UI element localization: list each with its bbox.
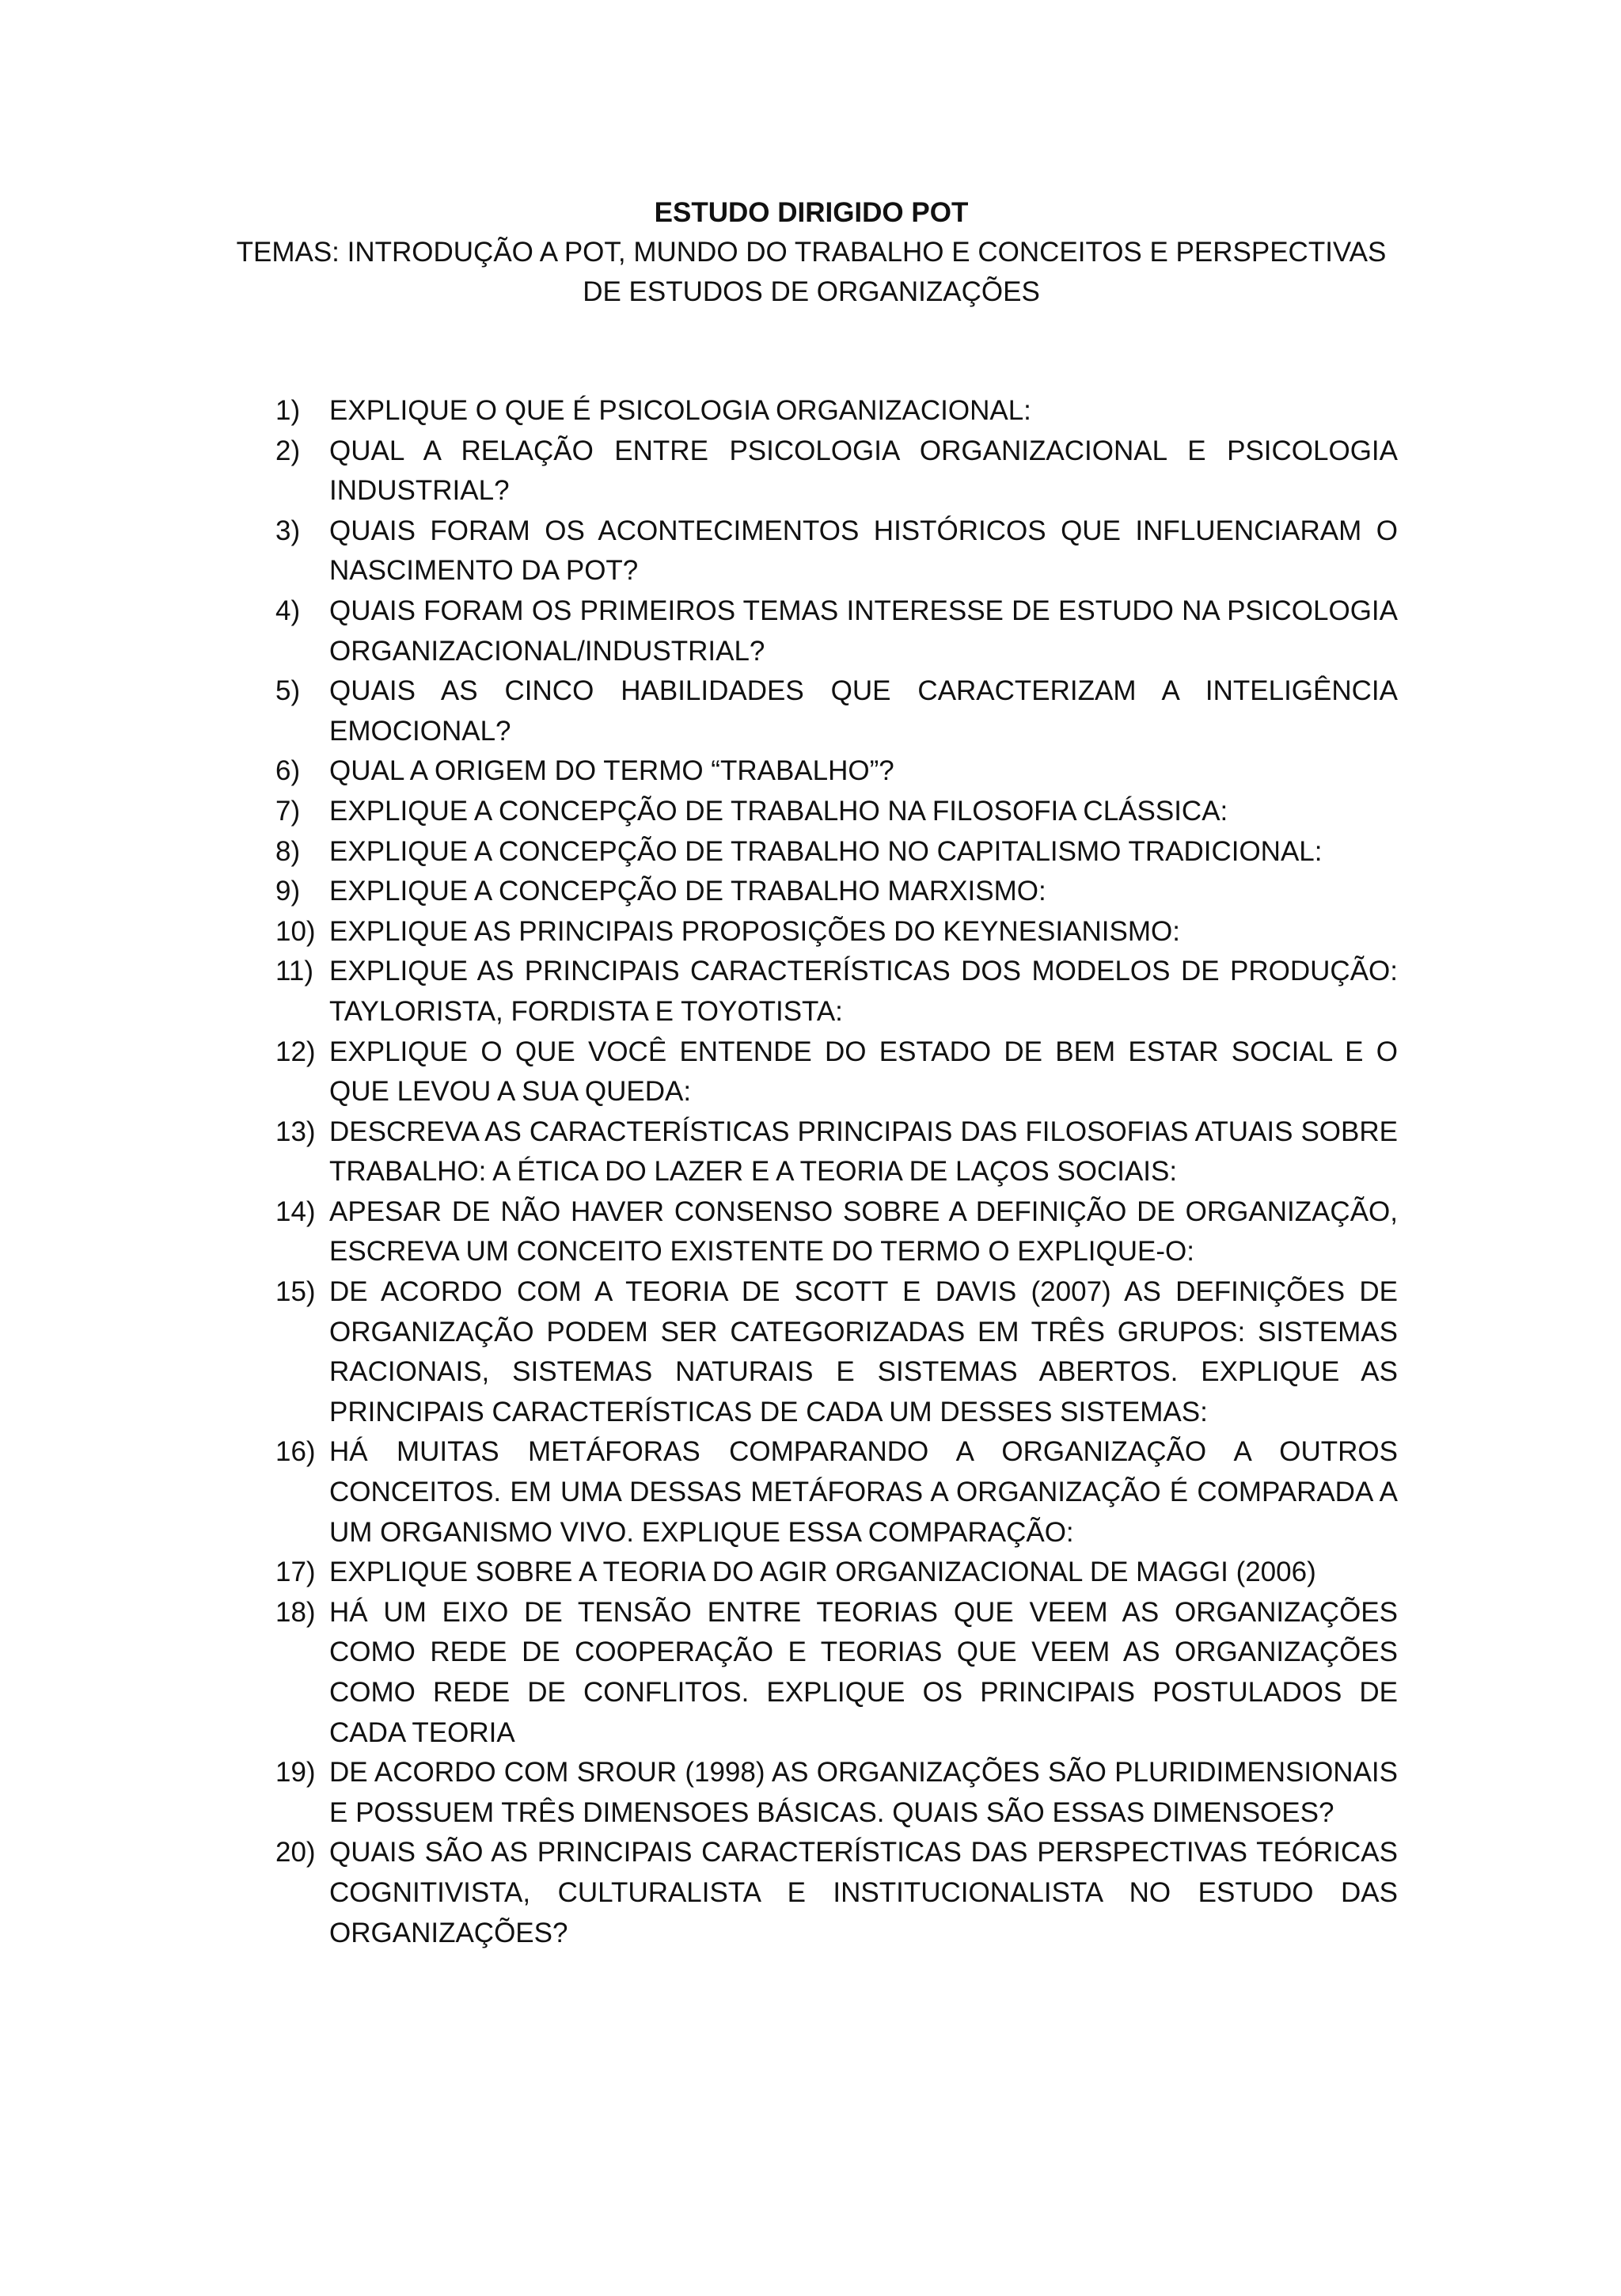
question-text: QUAL A RELAÇÃO ENTRE PSICOLOGIA ORGANIZACIONAL E PSICOLOGIA INDUSTRIAL? — [329, 435, 1398, 507]
question-text: DE ACORDO COM A TEORIA DE SCOTT E DAVIS (2007) AS DEFINIÇÕES DE ORGANIZAÇÃO PODEM SER CATEGORIZADAS EM TRÊS GRUPOS: SISTEMAS RACIONAIS, SISTEMAS NATURAIS E SISTEMAS ABERTOS. EXPLIQUE AS PRINCIPAIS CARACTERÍSTICAS DE CADA UM DESSES SISTEMAS: — [329, 1276, 1398, 1427]
question-number: 10) — [275, 915, 316, 947]
question-text: HÁ MUITAS METÁFORAS COMPARANDO A ORGANIZAÇÃO A OUTROS CONCEITOS. EM UMA DESSAS METÁFORAS A ORGANIZAÇÃO É COMPARADA A UM ORGANISMO VIVO. EXPLIQUE ESSA COMPARAÇÃO: — [329, 1436, 1398, 1548]
question-item — [275, 952, 1398, 1032]
question-number: 6) — [275, 755, 301, 787]
question-text: EXPLIQUE O QUE VOCÊ ENTENDE DO ESTADO DE BEM ESTAR SOCIAL E O QUE LEVOU A SUA QUEDA: — [329, 1036, 1398, 1108]
question-text: QUAL A ORIGEM DO TERMO “TRABALHO”? — [329, 755, 894, 787]
question-item — [275, 1432, 1398, 1553]
question-number: 5) — [275, 675, 301, 707]
question-text: EXPLIQUE A CONCEPÇÃO DE TRABALHO MARXISMO: — [329, 876, 1046, 907]
question-text: EXPLIQUE AS PRINCIPAIS CARACTERÍSTICAS DOS MODELOS DE PRODUÇÃO: TAYLORISTA, FORDISTA E TOYOTISTA: — [329, 956, 1398, 1027]
question-number: 16) — [275, 1436, 316, 1468]
question-number: 17) — [275, 1557, 316, 1588]
question-number: 7) — [275, 795, 301, 827]
question-number: 11) — [275, 956, 313, 987]
question-number: 12) — [275, 1036, 316, 1067]
question-number: 3) — [275, 515, 301, 546]
question-text: EXPLIQUE SOBRE A TEORIA DO AGIR ORGANIZACIONAL DE MAGGI (2006) — [329, 1557, 1316, 1588]
question-item — [275, 1112, 1398, 1192]
question-text: EXPLIQUE O QUE É PSICOLOGIA ORGANIZACIONAL: — [329, 395, 1031, 426]
question-text: APESAR DE NÃO HAVER CONSENSO SOBRE A DEFINIÇÃO DE ORGANIZAÇÃO, ESCREVA UM CONCEITO EXISTENTE DO TERMO O EXPLIQUE-O: — [329, 1196, 1398, 1268]
question-text: DESCREVA AS CARACTERÍSTICAS PRINCIPAIS DAS FILOSOFIAS ATUAIS SOBRE TRABALHO: A ÉTICA DO LAZER E A TEORIA DE LAÇOS SOCIAIS: — [329, 1116, 1398, 1188]
question-item — [275, 832, 1398, 872]
question-number: 14) — [275, 1196, 316, 1227]
document-title: ESTUDO DIRIGIDO POT — [654, 197, 969, 228]
question-number: 1) — [275, 395, 301, 426]
question-item — [275, 1833, 1398, 1953]
question-number: 9) — [275, 876, 301, 907]
question-item — [275, 431, 1398, 511]
question-item — [275, 872, 1398, 912]
question-text: EXPLIQUE AS PRINCIPAIS PROPOSIÇÕES DO KEYNESIANISMO: — [329, 915, 1180, 947]
question-number: 15) — [275, 1276, 316, 1308]
question-number: 19) — [275, 1757, 316, 1789]
question-item — [275, 391, 1398, 431]
question-item — [275, 511, 1398, 591]
question-item — [275, 912, 1398, 952]
question-item — [275, 1272, 1398, 1432]
question-number: 18) — [275, 1596, 316, 1628]
question-item — [275, 1192, 1398, 1272]
question-item — [275, 671, 1398, 751]
question-text: QUAIS FORAM OS ACONTECIMENTOS HISTÓRICOS QUE INFLUENCIARAM O NASCIMENTO DA POT? — [329, 515, 1398, 587]
document-subtitle: TEMAS: INTRODUÇÃO A POT, MUNDO DO TRABALHO E CONCEITOS E PERSPECTIVAS DE ESTUDOS DE ORGANIZAÇÕES — [236, 237, 1387, 307]
question-list — [275, 391, 1398, 1953]
question-item — [275, 1553, 1398, 1593]
question-text: HÁ UM EIXO DE TENSÃO ENTRE TEORIAS QUE VEEM AS ORGANIZAÇÕES COMO REDE DE COOPERAÇÃO E TEORIAS QUE VEEM AS ORGANIZAÇÕES COMO REDE DE CONFLITOS. EXPLIQUE OS PRINCIPAIS POSTULADOS DE CADA TEORIA — [329, 1596, 1398, 1748]
question-text: QUAIS SÃO AS PRINCIPAIS CARACTERÍSTICAS DAS PERSPECTIVAS TEÓRICAS COGNITIVISTA, CULTURALISTA E INSTITUCIONALISTA NO ESTUDO DAS ORGANIZAÇÕES? — [329, 1837, 1398, 1948]
question-text: EXPLIQUE A CONCEPÇÃO DE TRABALHO NO CAPITALISMO TRADICIONAL: — [329, 835, 1323, 867]
question-text: QUAIS FORAM OS PRIMEIROS TEMAS INTERESSE DE ESTUDO NA PSICOLOGIA ORGANIZACIONAL/INDUSTRIAL? — [329, 595, 1398, 667]
question-number: 13) — [275, 1116, 316, 1147]
question-item — [275, 1753, 1398, 1833]
question-item — [275, 1032, 1398, 1112]
question-number: 4) — [275, 595, 301, 626]
question-item — [275, 751, 1398, 792]
question-number: 8) — [275, 835, 301, 867]
question-item — [275, 1593, 1398, 1753]
question-number: 20) — [275, 1837, 316, 1868]
question-item — [275, 591, 1398, 671]
question-number: 2) — [275, 435, 301, 466]
question-item — [275, 792, 1398, 832]
document-header — [230, 193, 1393, 312]
question-text: DE ACORDO COM SROUR (1998) AS ORGANIZAÇÕES SÃO PLURIDIMENSIONAIS E POSSUEM TRÊS DIMENSOES BÁSICAS. QUAIS SÃO ESSAS DIMENSOES? — [329, 1757, 1398, 1828]
question-text: QUAIS AS CINCO HABILIDADES QUE CARACTERIZAM A INTELIGÊNCIA EMOCIONAL? — [329, 675, 1398, 747]
question-text: EXPLIQUE A CONCEPÇÃO DE TRABALHO NA FILOSOFIA CLÁSSICA: — [329, 795, 1228, 827]
